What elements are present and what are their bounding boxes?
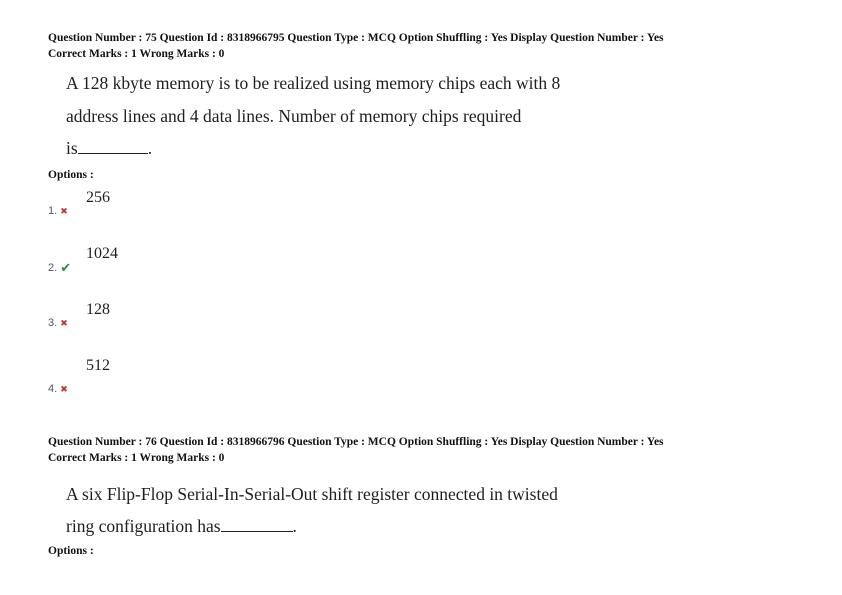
option-2-text: 1024 [86, 245, 118, 262]
question-75-stem-line3-text: is [66, 138, 78, 158]
option-2-number: 2. [48, 261, 58, 274]
question-76-meta-line2: Correct Marks : 1 Wrong Marks : 0 [48, 452, 225, 464]
cross-icon: ✖ [60, 205, 68, 216]
option-3-number: 3. [48, 317, 58, 329]
question-76-meta-line1: Question Number : 76 Question Id : 8318966796 Question Type : MCQ Option Shuffling : Yes Display Question Number : Yes [48, 436, 664, 448]
question-75-stem-line3 [66, 138, 152, 159]
option-2-marker [48, 261, 71, 274]
option-4-text: 512 [86, 357, 110, 374]
checkmark-icon: ✔ [60, 260, 72, 275]
question-75-meta-line2: Correct Marks : 1 Wrong Marks : 0 [48, 48, 225, 60]
question-76-options-label: Options : [48, 545, 94, 557]
question-75-stem-line2: address lines and 4 data lines. Number of memory chips required [66, 106, 522, 126]
answer-blank [78, 152, 148, 154]
option-3-text: 128 [86, 301, 110, 318]
question-75-stem-line3-tail: . [147, 138, 153, 158]
option-1-text: 256 [86, 189, 110, 206]
question-75-stem-line1: A 128 kbyte memory is to be realized using memory chips each with 8 [66, 73, 561, 93]
option-1-number: 1. [48, 205, 58, 217]
question-76-stem-line2-tail: . [292, 516, 297, 536]
cross-icon: ✖ [60, 383, 68, 394]
option-1-marker [48, 205, 68, 217]
question-76-stem-line2-text: ring configuration has [66, 516, 221, 536]
option-4-marker [48, 383, 68, 395]
question-75-options-label: Options : [48, 169, 94, 181]
question-76-stem-line1: A six Flip-Flop Serial-In-Serial-Out shift register connected in twisted [66, 484, 558, 504]
option-4-number: 4. [48, 383, 58, 395]
answer-blank [221, 530, 293, 532]
cross-icon: ✖ [60, 317, 68, 328]
question-76-stem-line2 [66, 516, 297, 537]
option-3-marker [48, 317, 68, 329]
question-75-meta-line1: Question Number : 75 Question Id : 8318966795 Question Type : MCQ Option Shuffling : Yes Display Question Number : Yes [48, 32, 664, 44]
